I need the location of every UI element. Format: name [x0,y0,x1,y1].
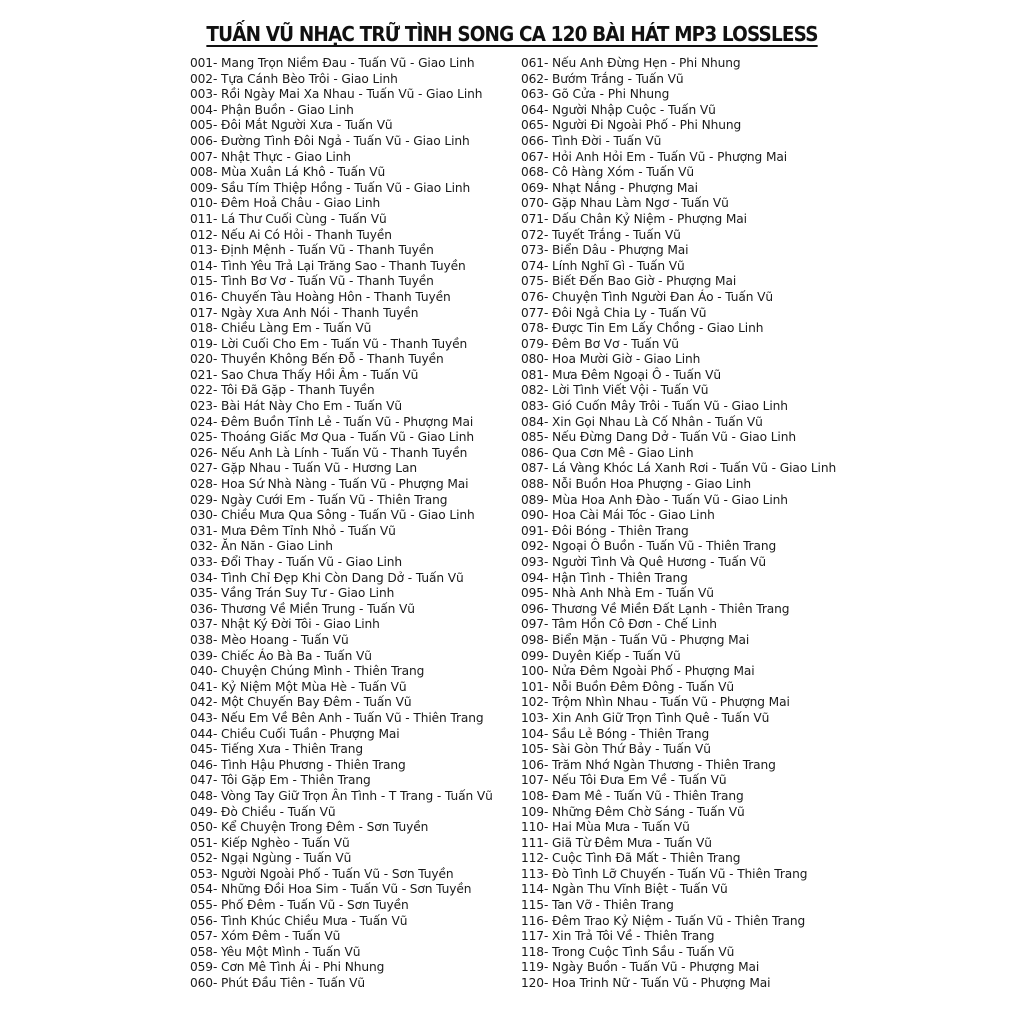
song-item: 056- Tình Khúc Chiều Mưa - Tuấn Vũ [190,913,408,928]
song-item: 014- Tình Yêu Trả Lại Trăng Sao - Thanh Tuyền [190,258,466,273]
song-item: 069- Nhạt Nắng - Phượng Mai [521,180,698,195]
song-item: 023- Bài Hát Này Cho Em - Tuấn Vũ [190,399,403,414]
song-item: 096- Thương Về Miền Đất Lạnh - Thiên Trang [521,601,790,616]
song-item: 116- Đêm Trao Kỷ Niệm - Tuấn Vũ - Thiên Trang [521,913,806,928]
song-item: 046- Tình Hậu Phương - Thiên Trang [190,757,406,772]
song-item: 013- Định Mệnh - Tuấn Vũ - Thanh Tuyền [190,243,434,258]
song-item: 025- Thoáng Giấc Mơ Qua - Tuấn Vũ - Giao Linh [190,430,474,445]
song-item: 041- Kỷ Niệm Một Mùa Hè - Tuấn Vũ [190,679,407,694]
song-item: 113- Đò Tình Lỡ Chuyến - Tuấn Vũ - Thiên Trang [521,866,808,881]
song-item: 054- Những Đồi Hoa Sim - Tuấn Vũ - Sơn Tuyền [190,882,472,897]
song-item: 068- Cô Hàng Xóm - Tuấn Vũ [521,165,695,180]
song-item: 092- Ngoại Ô Buồn - Tuấn Vũ - Thiên Trang [521,539,777,554]
song-item: 117- Xin Trả Tôi Về - Thiên Trang [521,929,715,944]
song-item: 051- Kiếp Nghèo - Tuấn Vũ [190,835,350,850]
song-item: 107- Nếu Tôi Đưa Em Về - Tuấn Vũ [521,773,727,788]
song-item: 049- Đò Chiều - Tuấn Vũ [190,804,336,819]
song-item: 095- Nhà Anh Nhà Em - Tuấn Vũ [521,586,714,601]
song-item: 043- Nếu Em Về Bên Anh - Tuấn Vũ - Thiên Trang [190,710,484,725]
song-item: 031- Mưa Đêm Tỉnh Nhỏ - Tuấn Vũ [190,523,396,538]
song-item: 109- Những Đêm Chờ Sáng - Tuấn Vũ [521,804,745,819]
song-item: 089- Mùa Hoa Anh Đào - Tuấn Vũ - Giao Linh [521,492,788,507]
song-item: 087- Lá Vàng Khóc Lá Xanh Rơi - Tuấn Vũ - Giao Linh [521,461,837,476]
song-item: 038- Mèo Hoang - Tuấn Vũ [190,632,349,647]
song-item: 076- Chuyện Tình Người Đan Áo - Tuấn Vũ [521,289,774,304]
song-item: 079- Đêm Bơ Vơ - Tuấn Vũ [521,336,679,351]
song-item: 062- Bướm Trắng - Tuấn Vũ [521,71,684,86]
song-item: 077- Đôi Ngả Chia Ly - Tuấn Vũ [521,305,707,320]
song-item: 083- Gió Cuốn Mây Trôi - Tuấn Vũ - Giao Linh [521,399,788,414]
song-item: 102- Trộm Nhìn Nhau - Tuấn Vũ - Phượng Mai [521,695,790,710]
song-item: 094- Hận Tình - Thiên Trang [521,570,688,585]
song-item: 052- Ngại Ngùng - Tuấn Vũ [190,851,352,866]
song-item: 036- Thương Về Miền Trung - Tuấn Vũ [190,601,415,616]
song-item: 044- Chiều Cuối Tuần - Phượng Mai [190,726,400,741]
song-item: 072- Tuyết Trắng - Tuấn Vũ [521,227,681,242]
song-item: 008- Mùa Xuân Lá Khô - Tuấn Vũ [190,165,386,180]
song-item: 011- Lá Thư Cuối Cùng - Tuấn Vũ [190,211,387,226]
song-item: 017- Ngày Xưa Anh Nói - Thanh Tuyền [190,305,419,320]
song-item: 060- Phút Đầu Tiên - Tuấn Vũ [190,976,365,991]
song-item: 024- Đêm Buồn Tỉnh Lẻ - Tuấn Vũ - Phượng Mai [190,414,474,429]
song-item: 037- Nhật Ký Đời Tôi - Giao Linh [190,617,380,632]
song-item: 001- Mang Trọn Niềm Đau - Tuấn Vũ - Giao Linh [190,56,475,70]
song-item: 005- Đôi Mắt Người Xưa - Tuấn Vũ [190,118,393,133]
song-item: 111- Giã Từ Đêm Mưa - Tuấn Vũ [521,835,712,850]
song-item: 074- Lính Nghĩ Gì - Tuấn Vũ [521,258,685,273]
song-item: 033- Đổi Thay - Tuấn Vũ - Giao Linh [190,555,403,569]
song-item: 030- Chiều Mưa Qua Sông - Tuấn Vũ - Giao Linh [190,508,475,523]
song-item: 027- Gặp Nhau - Tuấn Vũ - Hương Lan [190,461,417,476]
song-item: 065- Người Đi Ngoài Phố - Phi Nhung [521,118,742,133]
page-title: TUẤN VŨ NHẠC TRỮ TÌNH SONG CA 120 BÀI HÁT MP3 LOSSLESS [206,22,818,46]
song-item: 090- Hoa Cài Mái Tóc - Giao Linh [521,508,715,523]
song-item: 120- Hoa Trinh Nữ - Tuấn Vũ - Phượng Mai [521,976,771,991]
song-item: 084- Xin Gọi Nhau Là Cố Nhân - Tuấn Vũ [521,414,763,429]
song-item: 093- Người Tình Và Quê Hương - Tuấn Vũ [521,555,766,569]
song-item: 103- Xin Anh Giữ Trọn Tình Quê - Tuấn Vũ [521,710,770,725]
song-item: 085- Nếu Đừng Dang Dở - Tuấn Vũ - Giao Linh [521,430,796,445]
song-item: 016- Chuyến Tàu Hoàng Hôn - Thanh Tuyền [190,289,451,304]
song-item: 098- Biển Mặn - Tuấn Vũ - Phượng Mai [521,632,750,647]
song-item: 048- Vòng Tay Giữ Trọn Ân Tình - T Trang - Tuấn Vũ [190,788,493,803]
song-item: 053- Người Ngoài Phố - Tuấn Vũ - Sơn Tuyền [190,866,454,881]
song-item: 007- Nhật Thực - Giao Linh [190,149,351,164]
song-item: 063- Gõ Cửa - Phi Nhung [521,87,670,102]
song-item: 088- Nỗi Buồn Hoa Phượng - Giao Linh [521,477,751,492]
song-item: 067- Hỏi Anh Hỏi Em - Tuấn Vũ - Phượng Mai [521,149,788,164]
song-item: 119- Ngày Buồn - Tuấn Vũ - Phượng Mai [521,960,760,975]
song-item: 039- Chiếc Áo Bà Ba - Tuấn Vũ [190,648,372,663]
song-item: 015- Tình Bơ Vơ - Tuấn Vũ - Thanh Tuyền [190,274,434,289]
song-item: 018- Chiều Làng Em - Tuấn Vũ [190,321,372,336]
song-item: 061- Nếu Anh Đừng Hẹn - Phi Nhung [521,56,741,70]
song-item: 070- Gặp Nhau Làm Ngơ - Tuấn Vũ [521,196,729,211]
song-item: 097- Tâm Hồn Cô Đơn - Chế Linh [521,617,717,632]
song-item: 010- Đêm Hoả Châu - Giao Linh [190,196,381,211]
song-list-left [190,56,510,992]
song-item: 080- Hoa Mười Giờ - Giao Linh [521,352,701,367]
song-item: 058- Yêu Một Mình - Tuấn Vũ [190,944,361,959]
song-item: 003- Rồi Ngày Mai Xa Nhau - Tuấn Vũ - Giao Linh [190,87,483,102]
song-item: 035- Vầng Trán Suy Tư - Giao Linh [190,586,395,601]
song-item: 026- Nếu Anh Là Lính - Tuấn Vũ - Thanh Tuyền [190,445,468,460]
song-item: 059- Cơn Mê Tình Ái - Phi Nhung [190,960,385,975]
song-item: 021- Sao Chưa Thấy Hồi Âm - Tuấn Vũ [190,367,419,382]
song-item: 115- Tan Vỡ - Thiên Trang [521,898,674,913]
song-item: 055- Phố Đêm - Tuấn Vũ - Sơn Tuyền [190,898,409,913]
song-item: 108- Đam Mê - Tuấn Vũ - Thiên Trang [521,788,744,803]
song-item: 082- Lời Tình Viết Vội - Tuấn Vũ [521,383,709,398]
song-item: 075- Biết Đến Bao Giờ - Phượng Mai [521,274,737,289]
song-item: 002- Tựa Cánh Bèo Trôi - Giao Linh [190,71,398,86]
song-item: 006- Đường Tình Đôi Ngả - Tuấn Vũ - Giao Linh [190,133,470,148]
song-item: 078- Được Tin Em Lấy Chồng - Giao Linh [521,321,764,336]
song-item: 105- Sài Gòn Thứ Bảy - Tuấn Vũ [521,742,711,757]
song-item: 020- Thuyền Không Bến Đỗ - Thanh Tuyền [190,352,444,367]
song-item: 118- Trong Cuộc Tình Sầu - Tuấn Vũ [521,944,735,959]
song-item: 057- Xóm Đêm - Tuấn Vũ [190,929,341,944]
song-item: 050- Kể Chuyện Trong Đêm - Sơn Tuyền [190,820,429,835]
song-item: 114- Ngàn Thu Vĩnh Biệt - Tuấn Vũ [521,882,728,897]
song-item: 012- Nếu Ai Có Hỏi - Thanh Tuyền [190,227,392,242]
song-item: 106- Trăm Nhớ Ngàn Thương - Thiên Trang [521,757,776,772]
song-item: 040- Chuyện Chúng Mình - Thiên Trang [190,664,425,679]
song-list-right [521,56,851,992]
song-item: 047- Tôi Gặp Em - Thiên Trang [190,773,371,788]
song-item: 081- Mưa Đêm Ngoại Ô - Tuấn Vũ [521,367,722,382]
song-item: 042- Một Chuyến Bay Đêm - Tuấn Vũ [190,695,412,710]
song-item: 032- Ăn Năn - Giao Linh [190,539,333,554]
song-item: 101- Nỗi Buồn Đêm Đông - Tuấn Vũ [521,679,734,694]
song-item: 022- Tôi Đã Gặp - Thanh Tuyền [190,383,375,398]
song-item: 100- Nửa Đêm Ngoài Phố - Phượng Mai [521,664,755,679]
song-item: 004- Phận Buồn - Giao Linh [190,102,354,117]
song-item: 066- Tình Đời - Tuấn Vũ [521,133,662,148]
song-item: 064- Người Nhập Cuộc - Tuấn Vũ [521,102,716,117]
song-item: 104- Sầu Lẻ Bóng - Thiên Trang [521,726,710,741]
song-item: 086- Qua Cơn Mê - Giao Linh [521,445,694,460]
song-item: 029- Ngày Cưới Em - Tuấn Vũ - Thiên Trang [190,492,448,507]
song-item: 019- Lời Cuối Cho Em - Tuấn Vũ - Thanh Tuyền [190,336,468,351]
song-item: 009- Sầu Tím Thiệp Hồng - Tuấn Vũ - Giao Linh [190,180,471,195]
song-item: 071- Dấu Chân Kỷ Niệm - Phượng Mai [521,211,747,226]
song-item: 034- Tình Chỉ Đẹp Khi Còn Dang Dở - Tuấn Vũ [190,570,464,585]
song-item: 045- Tiếng Xưa - Thiên Trang [190,742,363,757]
song-item: 110- Hai Mùa Mưa - Tuấn Vũ [521,820,690,835]
song-item: 028- Hoa Sứ Nhà Nàng - Tuấn Vũ - Phượng Mai [190,477,469,492]
song-item: 091- Đôi Bóng - Thiên Trang [521,523,689,538]
song-item: 112- Cuộc Tình Đã Mất - Thiên Trang [521,851,741,866]
song-item: 073- Biển Dâu - Phượng Mai [521,243,689,258]
song-item: 099- Duyên Kiếp - Tuấn Vũ [521,648,681,663]
